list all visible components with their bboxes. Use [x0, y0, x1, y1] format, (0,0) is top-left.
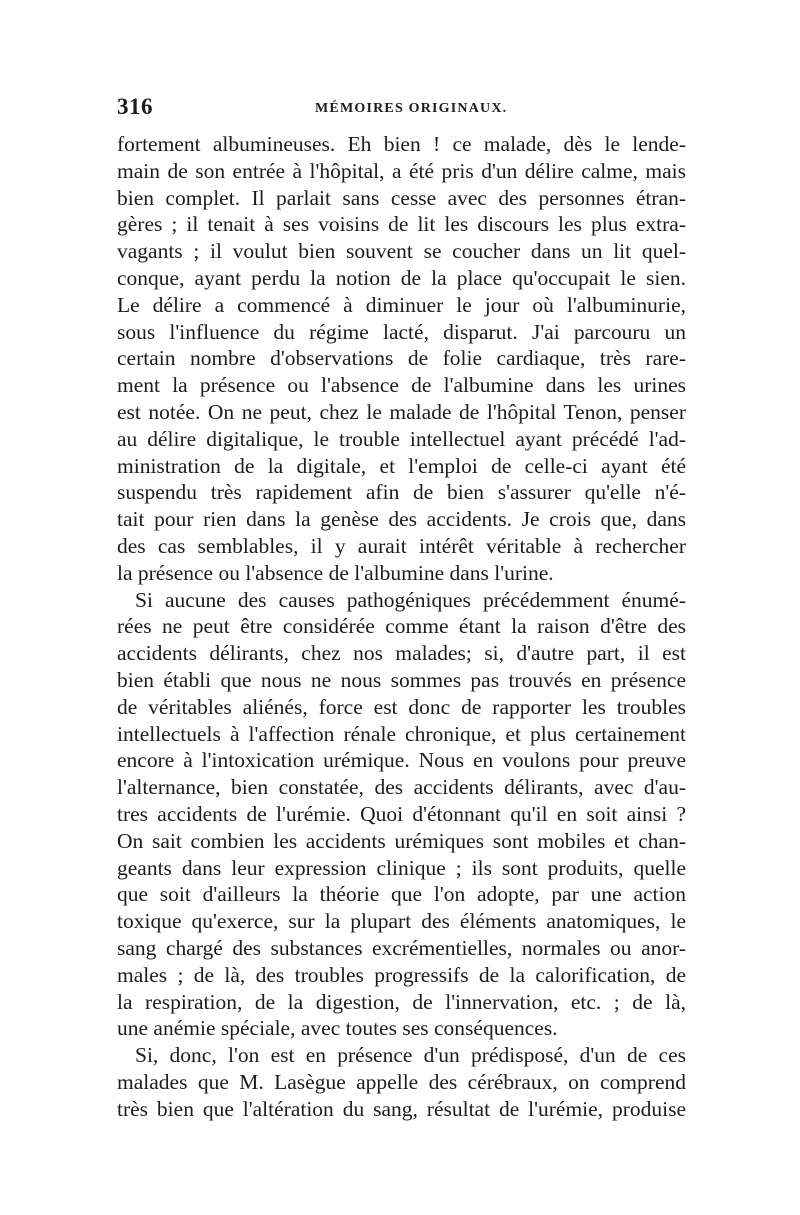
paragraph-1	[117, 131, 686, 587]
text-line: la présence ou l'absence de l'albumine dans l'urine.	[117, 560, 554, 585]
text-line: toxique qu'exerce, sur la plupart des éléments anatomiques, le	[117, 909, 686, 934]
text-line: tres accidents de l'urémie. Quoi d'étonnant qu'il en soit ainsi ?	[117, 801, 686, 826]
running-head	[117, 94, 687, 124]
text-line: au délire digitalique, le trouble intellectuel ayant précédé l'ad-	[117, 426, 686, 451]
paragraph-3	[117, 1042, 686, 1122]
text-line: geants dans leur expression clinique ; ils sont produits, quelle	[117, 855, 686, 880]
text-line: ministration de la digitale, et l'emploi de celle-ci ayant été	[117, 453, 686, 478]
text-line: suspendu très rapidement afin de bien s'assurer qu'elle n'é-	[117, 480, 686, 505]
text-line: bien établi que nous ne nous sommes pas trouvés en présence	[117, 667, 686, 692]
running-title: MÉMOIRES ORIGINAUX.	[315, 101, 508, 116]
text-line: accidents délirants, chez nos malades; si, d'autre part, il est	[117, 641, 686, 666]
text-line: males ; de là, des troubles progressifs de la calorification, de	[117, 962, 686, 987]
text-line: la respiration, de la digestion, de l'innervation, etc. ; de là,	[117, 989, 686, 1014]
text-line: très bien que l'altération du sang, résultat de l'urémie, produise	[117, 1096, 686, 1121]
text-line: fortement albumineuses. Eh bien ! ce malade, dès le lende-	[117, 132, 686, 156]
text-line: rées ne peut être considérée comme étant la raison d'être des	[117, 614, 686, 639]
text-line: que soit d'ailleurs la théorie que l'on adopte, par une action	[117, 882, 686, 907]
text-line: intellectuels à l'affection rénale chronique, et plus certainement	[117, 721, 686, 746]
text-line: Si aucune des causes pathogéniques précédemment énumé-	[135, 587, 686, 612]
text-line: gères ; il tenait à ses voisins de lit les discours les plus extra-	[117, 212, 686, 237]
text-line: sous l'influence du régime lacté, disparut. J'ai parcouru un	[117, 319, 686, 344]
text-line: sang chargé des substances excrémentielles, normales ou anor-	[117, 935, 686, 960]
text-line: malades que M. Lasègue appelle des cérébraux, on comprend	[117, 1069, 686, 1094]
text-line: encore à l'intoxication urémique. Nous en voulons pour preuve	[117, 748, 686, 773]
text-line: ment la présence ou l'absence de l'albumine dans les urines	[117, 373, 686, 398]
text-line: certain nombre d'observations de folie cardiaque, très rare-	[117, 346, 686, 371]
text-line: de véritables aliénés, force est donc de rapporter les troubles	[117, 694, 686, 719]
text-line: Si, donc, l'on est en présence d'un prédisposé, d'un de ces	[135, 1043, 686, 1068]
page-number: 316	[117, 94, 153, 119]
text-line: On sait combien les accidents urémiques sont mobiles et chan-	[117, 828, 686, 853]
text-line: vagants ; il voulut bien souvent se coucher dans un lit quel-	[117, 239, 686, 264]
text-line: une anémie spéciale, avec toutes ses conséquences.	[117, 1016, 558, 1041]
text-line: bien complet. Il parlait sans cesse avec des personnes étran-	[117, 185, 686, 210]
paragraph-2	[117, 587, 686, 1043]
body-text	[117, 131, 686, 1122]
text-line: conque, ayant perdu la notion de la place qu'occupait le sien.	[117, 265, 686, 290]
text-line: l'alternance, bien constatée, des accidents délirants, avec d'au-	[117, 775, 686, 800]
text-line: tait pour rien dans la genèse des accidents. Je crois que, dans	[117, 507, 686, 532]
text-line: Le délire a commencé à diminuer le jour où l'albuminurie,	[117, 292, 686, 317]
text-line: des cas semblables, il y aurait intérêt véritable à rechercher	[117, 533, 686, 558]
text-line: main de son entrée à l'hôpital, a été pris d'un délire calme, mais	[117, 158, 686, 183]
text-line: est notée. On ne peut, chez le malade de l'hôpital Tenon, penser	[117, 399, 686, 424]
